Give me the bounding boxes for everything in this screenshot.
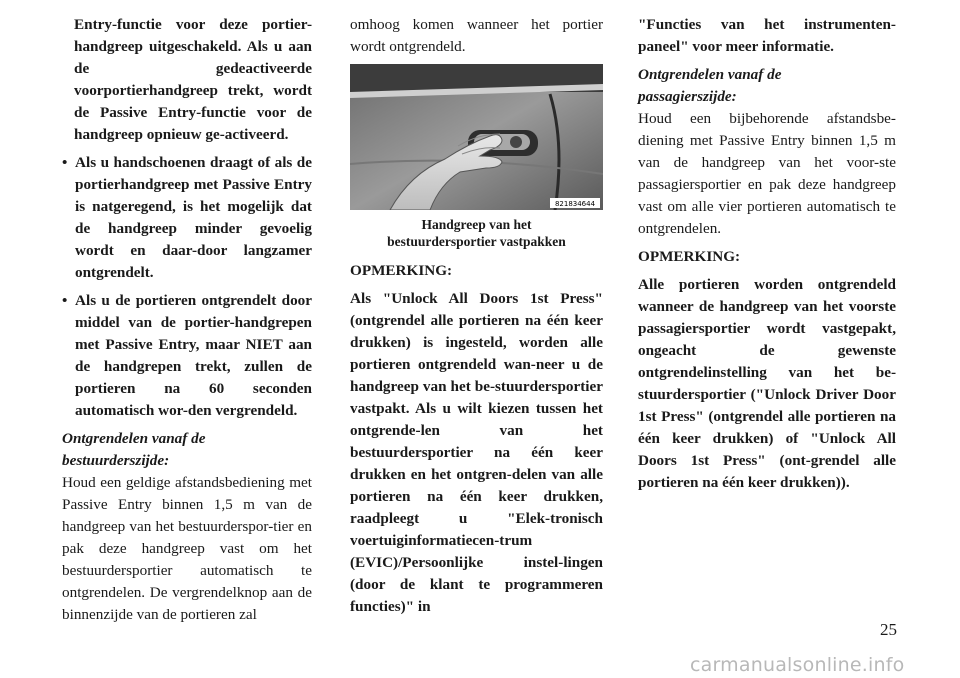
continued-paragraph: Entry-functie voor deze portier-handgreep uitgeschakeld. Als u aan de gedeactiveerde voorportierhandgreep trekt, wordt de Passive Entry-functie voor de handgreep opnieuw ge-activeerd. (74, 16, 312, 143)
bullet-symbol: • (62, 292, 68, 309)
body-paragraph-passenger: Houd een bijbehorende afstandsbe-diening met Passive Entry binnen 1,5 m van de handgreep van het voor-ste passagiersportier en pak deze handgreep vast om alle vier portieren automatisch te ontgrendelen. (638, 110, 896, 237)
bullet-text: Als u handschoenen draagt of als de portierhandgreep met Passive Entry is natgeregend, is het mogelijk dat de handgreep minder gevoelig wordt en daar-door langzamer ontgrendelt. (75, 154, 312, 281)
bullet-text: Als u de portieren ontgrendelt door middel van de portier-handgrepen met Passive Entry, maar NIET aan de handgrepen trekt, zullen de portieren na 60 seconden automatisch wor-den vergrendeld. (75, 292, 312, 419)
note-label: OPMERKING: (638, 248, 741, 265)
bullet-item (62, 290, 312, 422)
bullet-list (62, 152, 312, 422)
bullet-symbol: • (62, 154, 68, 171)
image-code: 821834644 (554, 200, 596, 208)
page-number: 25 (880, 620, 897, 639)
column-right (638, 14, 896, 500)
section-heading-passenger-line1: Ontgrendelen vanaf de (638, 66, 782, 83)
section-heading-driver-line1: Ontgrendelen vanaf de (62, 430, 206, 447)
photo-caption (350, 216, 603, 250)
column-left (62, 14, 312, 632)
bullet-item (62, 152, 312, 284)
door-handle-illustration (350, 64, 603, 210)
section-heading-passenger-line2: passagierszijde: (638, 88, 737, 105)
column-middle (350, 14, 603, 624)
note-body: Alle portieren worden ontgrendeld wanneer de handgreep van het voorste passagiersportier wordt vastgepakt, ongeacht de gewenste ontgrendelinstelling van het be-stuurdersportier ("Unlock Driver Door 1st Press" (ontgrendel alle portieren na één keer drukken) of "Unlock All Doors 1st Press" (ont-grendel alle portieren na één keer drukken)). (638, 276, 896, 491)
section-heading-driver-line2: bestuurderszijde: (62, 452, 170, 469)
continued-paragraph: "Functies van het instrumenten-paneel" voor meer informatie. (638, 16, 896, 55)
note-body: Als "Unlock All Doors 1st Press" (ontgrendel alle portieren na één keer drukken) is ingesteld, worden alle portieren ontgrendeld wan-neer u de handgreep van het be-stuurdersportier vastpakt. Als u wilt kiezen tussen het ontgrende-len van het bestuurdersportier na één keer drukken en het ontgren-delen van alle portieren na één keer drukken, raadpleegt u "Elek-tronisch voertuiginformatiecen-trum (EVIC)/Persoonlijke instel-lingen (door de klant te programmeren functies)" in (350, 290, 603, 615)
door-handle-photo (350, 64, 603, 210)
caption-line2: bestuurdersportier vastpakken (387, 234, 566, 249)
note-label: OPMERKING: (350, 262, 453, 279)
watermark: carmanualsonline.info (690, 654, 905, 676)
caption-line1: Handgreep van het (421, 217, 532, 232)
body-paragraph-driver: Houd een geldige afstandsbediening met Passive Entry binnen 1,5 m van de handgreep van het bestuurderspor-tier en pak deze handgreep vast om het bestuurdersportier automatisch te ontgrendelen. De vergrendelknop aan de binnenzijde van de portieren zal (62, 474, 312, 623)
continued-paragraph: omhoog komen wanneer het portier wordt ontgrendeld. (350, 16, 603, 55)
